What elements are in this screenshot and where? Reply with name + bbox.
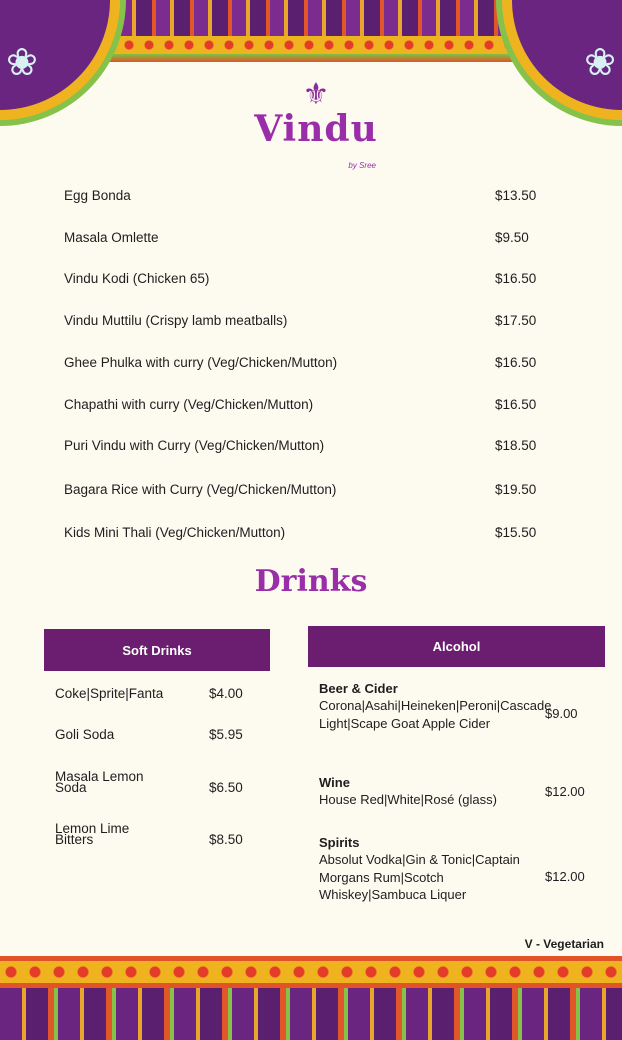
alcohol-item xyxy=(319,774,609,809)
menu-item-name: Chapathi with curry (Veg/Chicken/Mutton) xyxy=(64,397,314,412)
menu-item-name: Puri Vindu with Curry (Veg/Chicken/Mutton) xyxy=(64,438,325,453)
menu-item xyxy=(64,230,544,250)
drink-name: Coke|Sprite|Fanta xyxy=(55,686,164,701)
alcohol-description: House Red|White|Rosé (glass) xyxy=(319,792,497,807)
menu-item-name: Kids Mini Thali (Veg/Chicken/Mutton) xyxy=(64,525,286,540)
menu-item xyxy=(64,397,544,417)
menu-item xyxy=(64,438,544,458)
menu-item-price: $9.50 xyxy=(495,230,529,245)
menu-item-name: Vindu Kodi (Chicken 65) xyxy=(64,271,210,286)
alcohol-category: Spirits xyxy=(319,835,360,850)
menu-item-name: Masala Omlette xyxy=(64,230,159,245)
menu-item-price: $13.50 xyxy=(495,188,537,203)
menu-item-price: $16.50 xyxy=(495,397,537,412)
drink-name: Lemon Lime Bitters xyxy=(55,821,130,847)
drink-name: Goli Soda xyxy=(55,727,115,742)
menu-item-name: Egg Bonda xyxy=(64,188,131,203)
menu-item xyxy=(64,482,544,502)
drink-price: $8.50 xyxy=(209,832,243,847)
top-flower-pattern xyxy=(80,36,542,54)
alcohol-item xyxy=(319,680,609,732)
drink-price: $6.50 xyxy=(209,780,243,795)
bottom-decorative-border xyxy=(0,956,622,1040)
menu-item xyxy=(64,188,544,208)
brand-logo xyxy=(250,80,382,176)
top-decorative-border xyxy=(80,0,542,62)
brand-byline: by Sree xyxy=(348,161,376,170)
alcohol-price: $12.00 xyxy=(545,784,585,799)
menu-item-price: $18.50 xyxy=(495,438,537,453)
drink-name: Masala Lemon Soda xyxy=(55,769,144,795)
bottom-flower-pattern xyxy=(0,961,622,983)
drinks-heading: Drinks xyxy=(254,564,368,599)
menu-item-name: Ghee Phulka with curry (Veg/Chicken/Mutton) xyxy=(64,355,338,370)
alcohol-header: Alcohol xyxy=(308,626,605,667)
bottom-motif-pattern xyxy=(0,988,622,1040)
top-right-corner-ornament xyxy=(482,0,622,140)
brand-name: Vindu xyxy=(254,108,378,150)
logo-emblem-icon: ⚜ xyxy=(302,78,330,111)
vegetarian-legend: V - Vegetarian xyxy=(524,937,604,951)
menu-item-price: $15.50 xyxy=(495,525,537,540)
menu-item-price: $19.50 xyxy=(495,482,537,497)
alcohol-price: $9.00 xyxy=(545,706,578,721)
lotus-icon: ❀ xyxy=(584,42,616,84)
menu-item-price: $16.50 xyxy=(495,271,537,286)
lotus-icon: ❀ xyxy=(6,42,38,84)
menu-item-name: Vindu Muttilu (Crispy lamb meatballs) xyxy=(64,313,288,328)
menu-item-name: Bagara Rice with Curry (Veg/Chicken/Mutton) xyxy=(64,482,337,497)
alcohol-description: Corona|Asahi|Heineken|Peroni|Cascade Light|Scape Goat Apple Cider xyxy=(319,698,552,731)
menu-item xyxy=(64,525,544,545)
top-motif-pattern xyxy=(80,0,542,36)
menu-item xyxy=(64,313,544,333)
alcohol-description: Absolut Vodka|Gin & Tonic|Captain Morgans Rum|Scotch Whiskey|Sambuca Liquer xyxy=(319,852,520,902)
menu-item xyxy=(64,271,544,291)
top-left-corner-ornament xyxy=(0,0,140,140)
alcohol-price: $12.00 xyxy=(545,869,585,884)
menu-item xyxy=(64,355,544,375)
top-border-edge xyxy=(80,54,542,62)
alcohol-category: Beer & Cider xyxy=(319,681,398,696)
menu-item-price: $16.50 xyxy=(495,355,537,370)
drink-price: $5.95 xyxy=(209,727,243,742)
soft-drinks-header: Soft Drinks xyxy=(44,629,270,671)
drink-price: $4.00 xyxy=(209,686,243,701)
menu-item-price: $17.50 xyxy=(495,313,537,328)
alcohol-item xyxy=(319,834,609,904)
alcohol-category: Wine xyxy=(319,775,350,790)
